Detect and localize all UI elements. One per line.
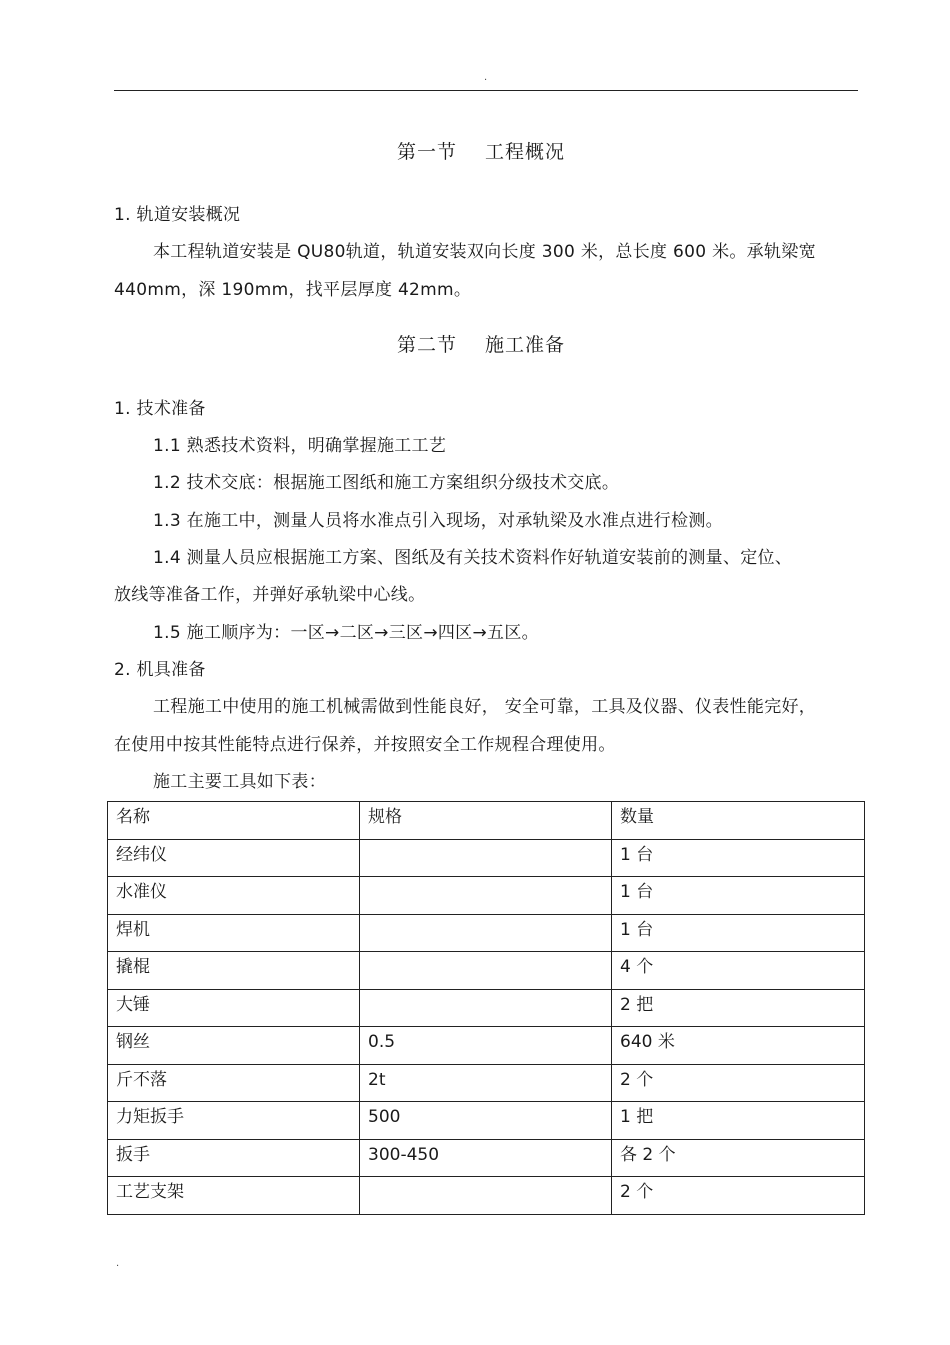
cell-spec: 500 bbox=[360, 1102, 612, 1140]
tools-table bbox=[107, 801, 865, 1215]
table-row bbox=[108, 1027, 865, 1065]
cell-spec bbox=[360, 914, 612, 952]
cell-name: 斤不落 bbox=[108, 1064, 360, 1102]
section1-heading bbox=[397, 137, 565, 164]
cell-spec: 0.5 bbox=[360, 1027, 612, 1065]
table-row bbox=[108, 914, 865, 952]
cell-name: 扳手 bbox=[108, 1139, 360, 1177]
header-rule bbox=[114, 90, 858, 91]
table-intro: 施工主要工具如下表： bbox=[153, 772, 326, 792]
cell-quantity: 1 台 bbox=[612, 914, 865, 952]
cell-spec: 300-450 bbox=[360, 1139, 612, 1177]
cell-spec bbox=[360, 1177, 612, 1215]
table-row bbox=[108, 839, 865, 877]
cell-quantity: 2 个 bbox=[612, 1064, 865, 1102]
section2-item1-heading: 1. 技术准备 bbox=[114, 399, 206, 419]
cell-quantity: 2 个 bbox=[612, 1177, 865, 1215]
cell-name: 工艺支架 bbox=[108, 1177, 360, 1215]
cell-name: 力矩扳手 bbox=[108, 1102, 360, 1140]
table-row bbox=[108, 952, 865, 990]
section2-heading bbox=[397, 330, 565, 357]
section1-title: 工程概况 bbox=[485, 141, 566, 163]
section1-number: 第一节 bbox=[397, 141, 458, 163]
tech-item-1-4: 1.4 测量人员应根据施工方案、图纸及有关技术资料作好轨道安装前的测量、定位、 bbox=[153, 548, 793, 568]
section1-item1-heading: 1. 轨道安装概况 bbox=[114, 205, 241, 225]
header-cell-name: 名称 bbox=[108, 802, 360, 840]
cell-name: 水准仪 bbox=[108, 877, 360, 915]
equipment-paragraph-line2: 在使用中按其性能特点进行保养，并按照安全工作规程合理使用。 bbox=[114, 735, 616, 755]
table-row bbox=[108, 1139, 865, 1177]
cell-spec bbox=[360, 952, 612, 990]
cell-spec bbox=[360, 989, 612, 1027]
table-row bbox=[108, 877, 865, 915]
cell-name: 撬棍 bbox=[108, 952, 360, 990]
cell-spec: 2t bbox=[360, 1064, 612, 1102]
header-cell-quantity: 数量 bbox=[612, 802, 865, 840]
cell-quantity: 640 米 bbox=[612, 1027, 865, 1065]
section2-number: 第二节 bbox=[397, 334, 458, 356]
header-cell-spec: 规格 bbox=[360, 802, 612, 840]
cell-quantity: 各 2 个 bbox=[612, 1139, 865, 1177]
header-dot: . bbox=[484, 72, 488, 83]
table-row bbox=[108, 989, 865, 1027]
cell-quantity: 2 把 bbox=[612, 989, 865, 1027]
table-row bbox=[108, 1177, 865, 1215]
cell-name: 大锤 bbox=[108, 989, 360, 1027]
tech-item-1-4-cont: 放线等准备工作，并弹好承轨梁中心线。 bbox=[114, 585, 426, 605]
tech-item-1-5: 1.5 施工顺序为：一区→二区→三区→四区→五区。 bbox=[153, 623, 539, 643]
cell-spec bbox=[360, 839, 612, 877]
section2-item2-heading: 2. 机具准备 bbox=[114, 660, 206, 680]
cell-name: 经纬仪 bbox=[108, 839, 360, 877]
table-row bbox=[108, 1102, 865, 1140]
cell-name: 钢丝 bbox=[108, 1027, 360, 1065]
table-row bbox=[108, 1064, 865, 1102]
section1-paragraph-line2: 440mm，深 190mm，找平层厚度 42mm。 bbox=[114, 280, 472, 300]
footer-dot: . bbox=[116, 1258, 120, 1269]
section1-paragraph-line1: 本工程轨道安装是 QU80轨道，轨道安装双向长度 300 米，总长度 600 米。承轨梁宽 bbox=[153, 242, 816, 262]
cell-name: 焊机 bbox=[108, 914, 360, 952]
cell-quantity: 4 个 bbox=[612, 952, 865, 990]
tech-item-1-3: 1.3 在施工中，测量人员将水准点引入现场，对承轨梁及水准点进行检测。 bbox=[153, 511, 723, 531]
cell-quantity: 1 把 bbox=[612, 1102, 865, 1140]
equipment-paragraph-line1: 工程施工中使用的施工机械需做到性能良好， 安全可靠，工具及仪器、仪表性能完好， bbox=[153, 697, 817, 717]
cell-spec bbox=[360, 877, 612, 915]
cell-quantity: 1 台 bbox=[612, 839, 865, 877]
cell-quantity: 1 台 bbox=[612, 877, 865, 915]
tech-item-1-1: 1.1 熟悉技术资料，明确掌握施工工艺 bbox=[153, 436, 447, 456]
tech-item-1-2: 1.2 技术交底：根据施工图纸和施工方案组织分级技术交底。 bbox=[153, 473, 620, 493]
table-header-row bbox=[108, 802, 865, 840]
section2-title: 施工准备 bbox=[485, 334, 566, 356]
